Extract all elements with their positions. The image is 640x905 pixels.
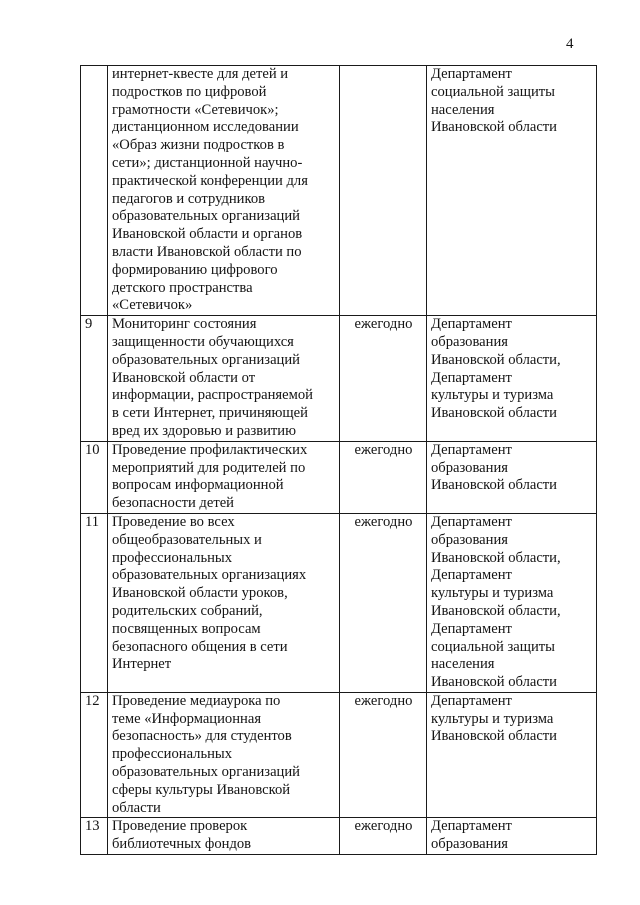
table-row [81, 818, 597, 855]
table-row [81, 692, 597, 818]
measure-term [340, 66, 427, 316]
measures-table [80, 65, 597, 855]
measure-term: ежегодно [340, 513, 427, 692]
measure-description: Проведение проверок библиотечных фондов [108, 818, 340, 855]
measure-description: Мониторинг состояния защищенности обучающихся образовательных организаций Ивановской области от информации, распространяемой в сети Интернет, причиняющей вред их здоровью и развитию [108, 316, 340, 442]
table-row [81, 66, 597, 316]
row-number: 11 [81, 513, 108, 692]
row-number: 10 [81, 441, 108, 513]
row-number: 13 [81, 818, 108, 855]
responsible-department: Департамент образования Ивановской области, Департамент культуры и туризма Ивановской области, Департамент социальной защиты населения Ивановской области [427, 513, 597, 692]
row-number: 9 [81, 316, 108, 442]
measure-description: Проведение медиаурока по теме «Информационная безопасность» для студентов профессиональных образовательных организаций сферы культуры Ивановской области [108, 692, 340, 818]
responsible-department: Департамент социальной защиты населения Ивановской области [427, 66, 597, 316]
measure-term: ежегодно [340, 316, 427, 442]
row-number: 12 [81, 692, 108, 818]
measure-description: Проведение профилактических мероприятий для родителей по вопросам информационной безопасности детей [108, 441, 340, 513]
measure-description: интернет-квесте для детей и подростков по цифровой грамотности «Сетевичок»; дистанционном исследовании «Образ жизни подростков в сети»; дистанционной научно- практической конференции для педагогов и сотрудников образовательных организаций Ивановской области и органов власти Ивановской области по формированию цифрового детского пространства «Сетевичок» [108, 66, 340, 316]
responsible-department: Департамент образования Ивановской области, Департамент культуры и туризма Ивановской области [427, 316, 597, 442]
responsible-department: Департамент образования [427, 818, 597, 855]
measure-term: ежегодно [340, 441, 427, 513]
table-row [81, 316, 597, 442]
measure-description: Проведение во всех общеобразовательных и профессиональных образовательных организациях Ивановской области уроков, родительских собраний, посвященных вопросам безопасного общения в сети Интернет [108, 513, 340, 692]
row-number [81, 66, 108, 316]
responsible-department: Департамент культуры и туризма Ивановской области [427, 692, 597, 818]
table-row [81, 441, 597, 513]
measure-term: ежегодно [340, 818, 427, 855]
responsible-department: Департамент образования Ивановской области [427, 441, 597, 513]
table-row [81, 513, 597, 692]
page-number: 4 [566, 36, 574, 52]
measure-term: ежегодно [340, 692, 427, 818]
